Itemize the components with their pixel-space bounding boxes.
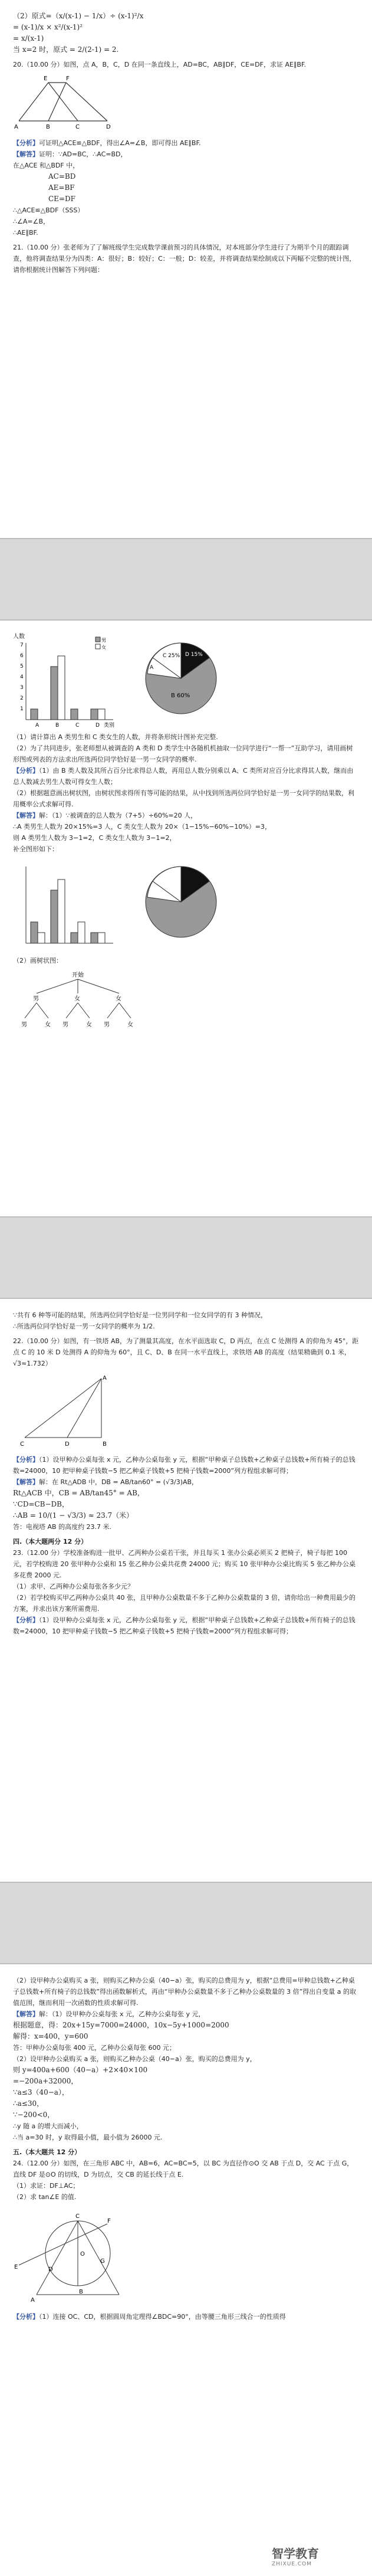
fig-label: B: [103, 1441, 107, 1448]
solution-line: Rt△ACB 中，CB = AB/tan45° = AB，: [13, 1489, 144, 1497]
analysis-tag: 【分析】: [13, 767, 39, 775]
y-tick: 1: [20, 706, 24, 712]
solution-line: 则 A 类男生人数为 3−1=2，C 类女生人数为 3−1=2，: [13, 834, 176, 842]
y-tick: 3: [20, 685, 24, 691]
bar: [71, 709, 78, 720]
solution-line: ∴A 类男生人数为 20×15%=3 人，C 类女生人数为 20×（1−15%−60%−10%）=3，: [13, 823, 271, 831]
question-part: （2）若学校购买甲乙两种办公桌共 40 张，且甲种办公桌数量不多于乙种办公桌数量的 3 倍，请你给出一种费用最少的方案，并求出该方案所需费用.: [13, 1594, 355, 1613]
tree-caption: （2）画树状图：: [13, 957, 62, 964]
solution-line: ∴△ACE≌△BDF（SSS）: [13, 206, 84, 214]
watermark-logo: [272, 2544, 366, 2571]
fig-label: D: [65, 1441, 70, 1448]
tree-leaf: 女: [45, 1022, 51, 1028]
bar: [91, 933, 98, 943]
solution-line: 答：甲种办公桌每张 400 元，乙种办公桌每张 600 元；: [13, 2044, 176, 2052]
solution-line: ∴AB = 10/(1 − √3/3) ≈ 23.7（米）: [13, 1511, 134, 1520]
solution-line: AC=BD: [48, 172, 76, 181]
solution-line: =−200a+32000，: [13, 2077, 78, 2085]
tree-node: 女: [116, 996, 121, 1002]
fig-label: E: [44, 76, 48, 82]
x-tick: B: [55, 723, 60, 729]
tree-node: 女: [74, 996, 80, 1002]
question-part: （1）请计算出 A 类男生和 C 类女生的人数，并将条形统计图补充完整.: [13, 733, 218, 741]
pie-chart: [137, 631, 225, 720]
y-tick: 6: [20, 653, 24, 659]
pie-label: A: [150, 665, 154, 671]
tree-diagram: [13, 970, 143, 1035]
bar: [31, 922, 38, 943]
question-23: 23.（12.00 分）学校准备购进一批甲、乙两种办公桌若干张，并且每买 1 张办公桌必须买 2 把椅子，椅子每把 100 元，若学校购进 20 张甲种办公桌和 15 张乙种办公桌共花费 24000 元；购买 10 张甲种办公桌比购买 5 张乙种办公桌多花费 2000 元.: [13, 1549, 355, 1579]
page-2: [0, 621, 372, 1216]
pie-label: D 15%: [185, 652, 203, 658]
analysis-text: （1）连接 OC、CD，根据圆周角定理得∠BDC=90°，由等腰三角形三线合一的性质得: [39, 2313, 286, 2321]
solution-line: ∵a≤3（40−a），: [13, 2088, 69, 2096]
solution-tag: 【解答】: [13, 812, 39, 819]
pie-label: B 60%: [171, 693, 190, 699]
bar: [91, 709, 98, 720]
bar: [51, 890, 58, 943]
analysis-tag: 【分析】: [13, 139, 39, 147]
solution-line: 解得：x=400，y=600: [13, 2032, 88, 2040]
page-3: [0, 1299, 372, 1882]
page-gap: [0, 1216, 372, 1299]
solution-tag: 【解答】: [13, 2010, 39, 2018]
pie-chart-copy: [137, 855, 225, 943]
bar: [58, 656, 65, 720]
watermark-sub: ZHIXUE.COM: [272, 2561, 312, 2567]
tree-leaf: 男: [62, 1022, 68, 1028]
fig-label: E: [14, 2264, 18, 2270]
fig-label: B: [46, 124, 50, 130]
solution-line: AE=BF: [48, 183, 75, 192]
fig-label: F: [107, 2218, 111, 2224]
y-tick: 4: [20, 674, 24, 680]
tree-node: 男: [33, 996, 39, 1002]
tree-leaf: 女: [127, 1022, 133, 1028]
y-tick: 5: [20, 664, 24, 670]
fig-label: C: [20, 1441, 24, 1448]
text-line: ∴所选两位同学恰好是一男一女同学的概率为 1/2.: [13, 1323, 155, 1330]
solution-line: 解：（1）∵被调查的总人数为（7+5）÷60%=20 人，: [39, 812, 197, 819]
question-part: （1）求甲、乙两种办公桌每张各多少元？: [13, 1583, 134, 1590]
solution-line: ∴AE∥BF.: [13, 229, 38, 237]
solution-line: 解：（1）设甲种办公桌每张 x 元，乙种办公桌每张 y 元，: [39, 2010, 205, 2018]
question-21: 21.（10.00 分）张老师为了了解班级学生完成数学课前预习的具体情况，对本班部分学生进行了为期半个月的跟踪调查，他将调查结果分为四类：A：很好；B：较好；C：一般；D：较差，并将调查结果绘制成以下两幅不完整的统计图，请你根据统计图解答下列问题：: [13, 244, 356, 274]
analysis-text: （2）根据题意画出树状图，由树状图求得所有等可能的结果，从中找到所选两位同学恰好是一男一女同学的结果数，利用概率公式求解可得.: [13, 789, 354, 808]
solution-line: 答：电视塔 AB 的高度约 23.7 米.: [13, 1523, 112, 1531]
analysis-tag: 【分析】: [13, 1616, 39, 1624]
pie-label: C 25%: [163, 653, 180, 659]
fig-label: O: [80, 2251, 85, 2257]
solution-line: 在△ACE 和△BDF 中，: [13, 162, 80, 169]
analysis-text: 可证明△ACE≌△BDF，得出∠A=∠B，即可得出 AE∥BF.: [39, 139, 201, 147]
x-tick: A: [35, 723, 39, 729]
fig-label: B: [79, 2289, 83, 2295]
question-part: （2）为了共同进步，张老师想从被调查的 A 类和 D 类学生中各随机机抽取一位同学进行“一帮一”互助学习，请用画树形图或列表的方法求出所选两位同学恰好是一男一女同学的概率.: [13, 744, 353, 763]
solution-line: （2）设甲种办公桌购买 a 张，则购买乙种办公桌（40−a）张，购买的总费用为 y，: [13, 2055, 256, 2063]
watermark-text: 智学教育: [272, 2547, 319, 2561]
eq-line: = (x-1)/x × x²/(x-1)²: [13, 23, 83, 31]
bar: [78, 922, 85, 943]
question-20: 20.（10.00 分）如图，点 A，B，C，D 在同一条直线上，AD=BC，AB∥DF，CE=DF，求证 AE∥BF.: [13, 61, 307, 68]
analysis-tag: 【分析】: [13, 2313, 39, 2321]
bar-chart-original: [13, 631, 119, 731]
tree-leaf: 男: [104, 1022, 110, 1028]
solution-line: ∵−200<0，: [13, 2111, 55, 2119]
page-4: [0, 1964, 372, 2576]
bar: [58, 880, 65, 943]
x-tick: D: [96, 723, 100, 729]
question-part: （2）求 tan∠E 的值.: [13, 2193, 77, 2201]
fig-label: C: [75, 124, 80, 130]
solution-line: 证明：∵AD=BC，∴AC=BD，: [39, 150, 127, 158]
question-22: 22.（10.00 分）如图，有一铁塔 AB，为了测量其高度，在水平面选取 C，D 两点，在点 C 处测得 A 的仰角为 45°，距点 C 的 10 米 D 处测得 A 的仰角为 60°，且 C、D、B 在同一水平直线上，求铁塔 AB 的高度（结果精确到 0.1 米，√3≈1.732）: [13, 1337, 359, 1367]
text-line: ∵共有 6 种等可能的结果，所选两位同学恰好是一位男同学和一位女同学的有 3 种情况，: [13, 1311, 267, 1319]
tree-leaf: 女: [86, 1022, 92, 1028]
solution-line: ∴a≤30，: [13, 2099, 44, 2108]
y-tick: 2: [20, 695, 24, 701]
solution-line: 补全图形如下：: [13, 845, 58, 853]
page-gap: [0, 538, 372, 621]
fig-label: D: [48, 2266, 53, 2273]
solution-line: ∴当 a=30 时，y 取得最小值，最小值为 26000 元.: [13, 2134, 163, 2141]
y-tick: 7: [20, 642, 24, 648]
section-header: 四.（本大题两分 12 分）: [13, 1538, 88, 1545]
section-header: 五.（本大题共 12 分）: [13, 2148, 81, 2156]
fig-label: F: [66, 76, 70, 82]
fig-label: G: [100, 2258, 105, 2265]
bar: [51, 667, 58, 720]
tree-leaf: 男: [21, 1022, 27, 1028]
analysis-text: （2）设甲种办公桌购买 a 张，则购买乙种办公桌（40−a）张，购买的总费用为 y，根据“总费用=甲种总钱数+乙种桌子总钱数+所有椅子的总钱数”得出函数解析式，再由“甲种办公桌数量不多于乙种办公桌数量的 3 倍”得出自变量 a 的取值范围，继而利用一次函数的性质求解可得.: [13, 1977, 357, 2007]
x-tick: C: [75, 723, 80, 729]
bar: [38, 933, 45, 943]
solution-line: 解：在 Rt△ADB 中，DB = AB/tan60° = (√3/3)AB，: [39, 1478, 199, 1486]
analysis-tag: 【分析】: [13, 1456, 39, 1463]
solution-line: 则 y=400a+600（40−a）+2×40×100: [13, 2066, 148, 2074]
solution-line: 根据题意，得：20x+15y=7000=24000，10x−5y+1000=2000: [13, 2021, 229, 2029]
solution-line: ∴∠A=∠B，: [13, 218, 50, 225]
eq-line: = x/(x-1): [13, 34, 44, 42]
eq-line: （2）原式=（x/(x-1) − 1/x）÷ (x-1)²/x: [13, 12, 144, 20]
fig-label: D: [106, 124, 111, 130]
solution-line: ∵CD=CB−DB，: [13, 1500, 69, 1508]
fig-label: A: [14, 124, 18, 130]
question-part: （1）求证：DF⊥AC；: [13, 2182, 80, 2190]
bar: [71, 933, 78, 943]
eq-line: 当 x=2 时，原式 = 2/(2-1) = 2.: [13, 45, 119, 54]
legend-male: 男: [101, 638, 106, 643]
analysis-text: （1）设甲种办公桌每张 x 元，乙种办公桌每张 y 元，根据“甲种桌子总钱数+乙种桌子总钱数+所有椅子的总钱数=24000，10 把甲种桌子钱数−5 把乙种桌子钱数+5 把椅子钱数=2000”列方程组求解可得；: [13, 1616, 355, 1635]
bar-ylabel: 人数: [13, 634, 25, 640]
solution-line: CE=DF: [48, 195, 75, 203]
analysis-text: （1）设甲种办公桌每张 x 元，乙种办公桌每张 y 元，根据“甲种桌子总钱数+乙种桌子总钱数+所有椅子的总钱数=24000，10 把甲种桌子钱数−5 把乙种桌子钱数+5 把椅子钱数=2000”列方程组求解可得；: [13, 1456, 355, 1475]
x-label: 类别: [104, 723, 115, 729]
legend-female: 女: [101, 645, 106, 650]
fig-label: A: [103, 1375, 107, 1381]
fig-label: A: [31, 2297, 35, 2303]
bar: [98, 709, 105, 720]
question-24: 24.（12.00 分）如图，在三角形 ABC 中，AB=6，AC=BC=5，以 BC 为直径作⊙O 交 AB 于点 D，交 AC 于点 G，直线 DF 是⊙O 的切线，D 为切点，交 CB 的延长线于点 E.: [13, 2160, 354, 2178]
page-1: [0, 0, 372, 538]
figure-q22: [13, 1373, 119, 1449]
page-gap: [0, 1882, 372, 1964]
bar: [98, 933, 105, 943]
solution-tag: 【解答】: [13, 150, 39, 158]
solution-tag: 【解答】: [13, 1478, 39, 1486]
fig-label: C: [75, 2213, 80, 2220]
bar: [31, 709, 38, 720]
analysis-text: （1）由 B 类人数及其所占百分比求得总人数，再用总人数分别乘以 A、C 类所对应百分比求得其人数，继而由总人数减去男生人数可得女生人数；: [13, 767, 354, 786]
tree-root: 开始: [72, 972, 84, 979]
figure-q20: [13, 74, 113, 133]
figure-q24: [13, 2206, 131, 2306]
solution-line: ∴y 随 a 的增大而减小，: [13, 2122, 83, 2130]
bar-chart-completed: [13, 855, 119, 955]
